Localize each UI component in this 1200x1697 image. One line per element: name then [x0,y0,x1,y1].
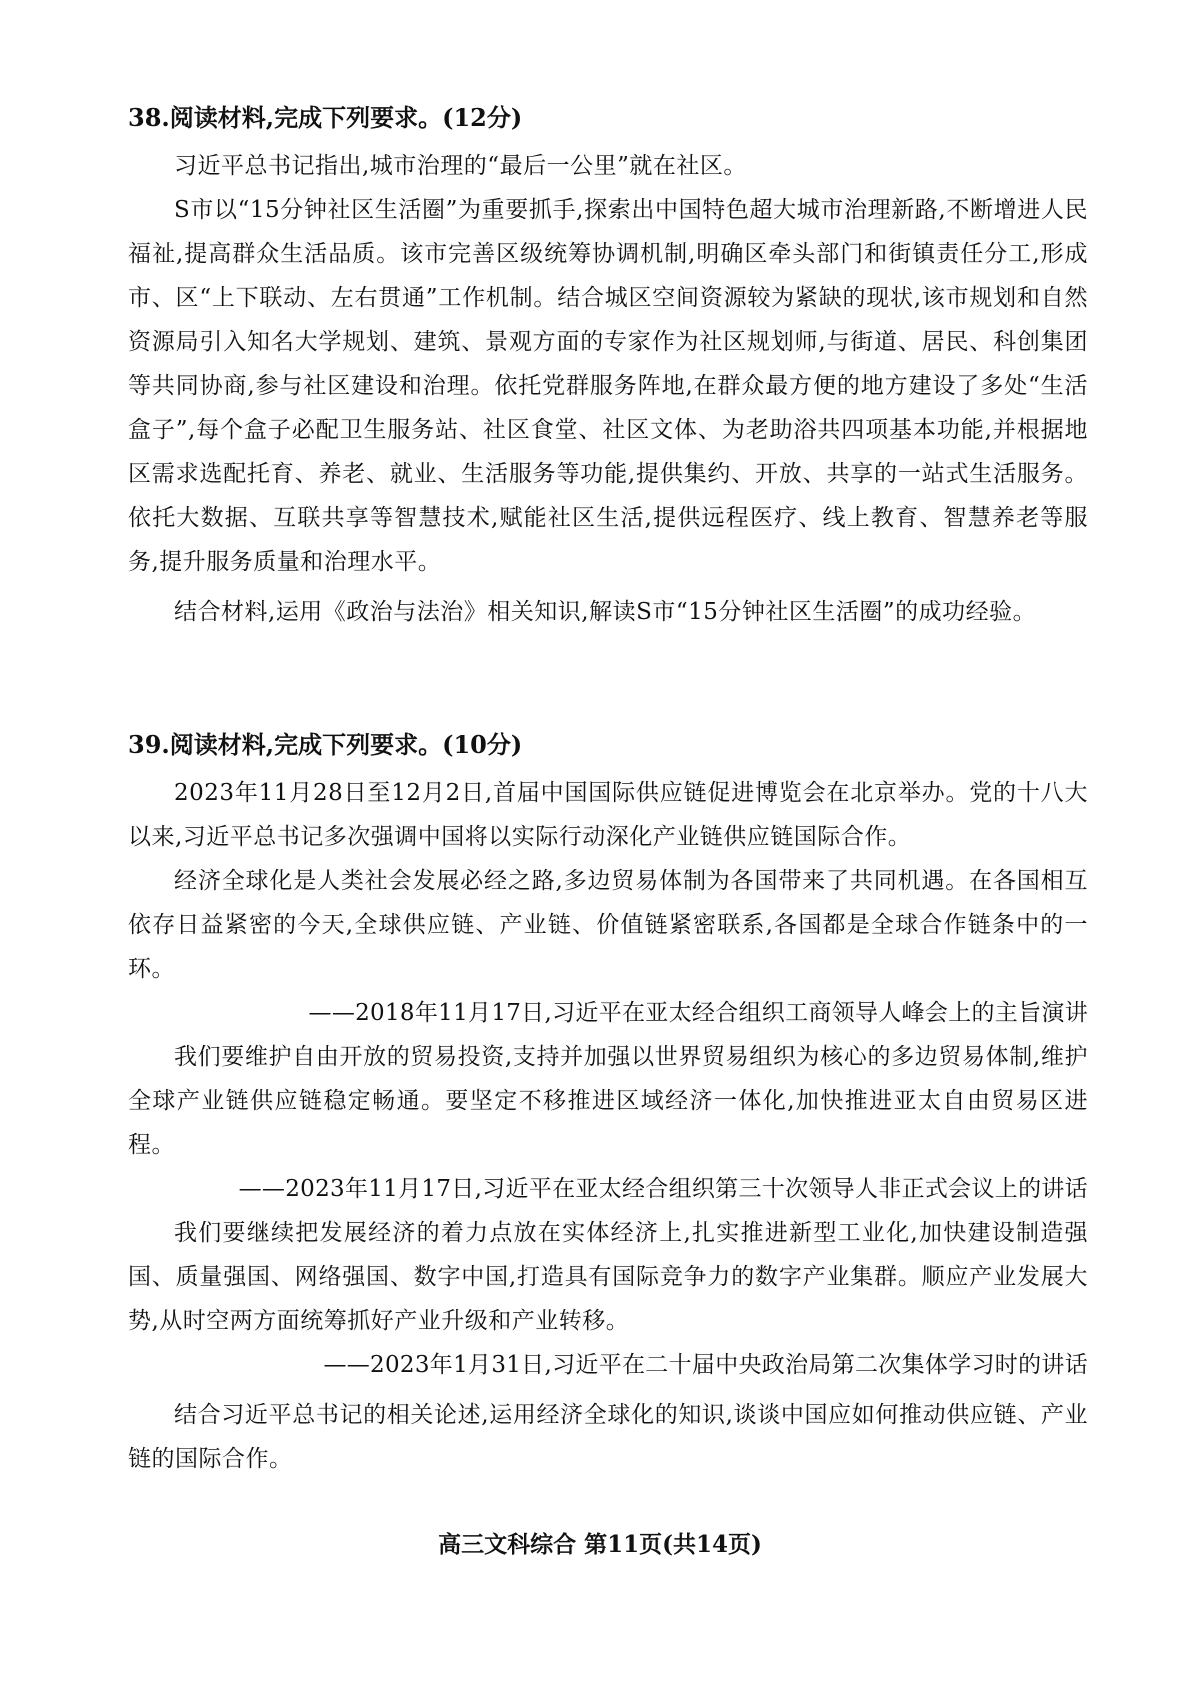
question-39-source-3: ——2023年1月31日,习近平在二十届中央政治局第二次集体学习时的讲话 [323,1352,1088,1378]
question-39-source-2: ——2023年11月17日,习近平在亚太经合组织第三十次领导人非正式会议上的讲话 [238,1176,1088,1202]
question-38-paragraph-2: S市以“15分钟社区生活圈”为重要抓手,探索出中国特色超大城市治理新路,不断增进人民福祉,提高群众生活品质。该市完善区级统筹协调机制,明确区牵头部门和街镇责任分工,形成市、区“上下联动、左右贯通”工作机制。结合城区空间资源较为紧缺的现状,该市规划和自然资源局引入知名大学规划、建筑、景观方面的专家作为社区规划师,与街道、居民、科创集团等共同协商,参与社区建设和治理。依托党群服务阵地,在群众最方便的地方建设了多处“生活盒子”,每个盒子必配卫生服务站、社区食堂、社区文体、为老助浴共四项基本功能,并根据地区需求选配托育、养老、就业、生活服务等功能,提供集约、开放、共享的一站式生活服务。依托大数据、互联共享等智慧技术,赋能社区生活,提供远程医疗、线上教育、智慧养老等服务,提升服务质量和治理水平。 [128,197,1088,575]
page-footer: 高三文科综合 第11页(共14页) [438,1531,762,1558]
question-39-title: 39.阅读材料,完成下列要求。(10分) [128,730,523,759]
question-38 [128,98,1088,634]
question-38-paragraph-1: 习近平总书记指出,城市治理的“最后一公里”就在社区。 [174,153,747,179]
question-39 [128,725,1088,1481]
question-39-intro: 2023年11月28日至12月2日,首届中国国际供应链促进博览会在北京举办。党的十八大以来,习近平总书记多次强调中国将以实际行动深化产业链供应链国际合作。 [128,780,1088,850]
question-38-task: 结合材料,运用《政治与法治》相关知识,解读S市“15分钟社区生活圈”的成功经验。 [174,599,1037,625]
question-39-quote-2: 我们要维护自由开放的贸易投资,支持并加强以世界贸易组织为核心的多边贸易体制,维护全球产业链供应链稳定畅通。要坚定不移推进区域经济一体化,加快推进亚太自由贸易区进程。 [128,1044,1088,1158]
question-38-title: 38.阅读材料,完成下列要求。(12分) [128,103,523,132]
question-39-quote-1: 经济全球化是人类社会发展必经之路,多边贸易体制为各国带来了共同机遇。在各国相互依存日益紧密的今天,全球供应链、产业链、价值链紧密联系,各国都是全球合作链条中的一环。 [128,868,1088,982]
question-39-task: 结合习近平总书记的相关论述,运用经济全球化的知识,谈谈中国应如何推动供应链、产业链的国际合作。 [128,1402,1088,1472]
question-39-source-1: ——2018年11月17日,习近平在亚太经合组织工商领导人峰会上的主旨演讲 [308,1000,1088,1026]
question-39-quote-3: 我们要继续把发展经济的着力点放在实体经济上,扎实推进新型工业化,加快建设制造强国、质量强国、网络强国、数字中国,打造具有国际竞争力的数字产业集群。顺应产业发展大势,从时空两方面统筹抓好产业升级和产业转移。 [128,1220,1088,1334]
